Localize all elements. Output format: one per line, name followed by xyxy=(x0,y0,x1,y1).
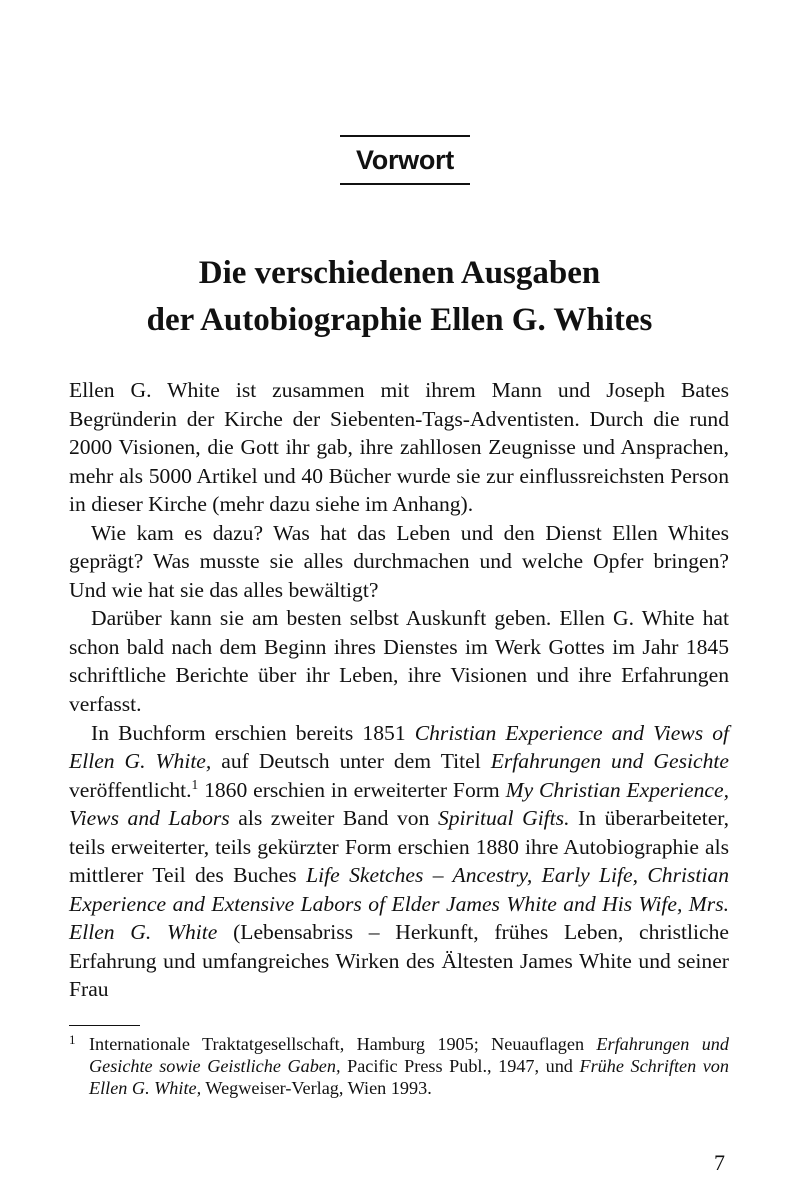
paragraph-4 xyxy=(69,719,729,1004)
footnote-text xyxy=(69,1033,729,1099)
page-title xyxy=(0,250,799,344)
paragraph-3: Darüber kann sie am besten selbst Auskunft geben. Ellen G. White hat schon bald nach dem Beginn ihres Dienstes im Werk Gottes im Jahr 1845 schriftliche Berichte über ihr Leben, ihre Visionen und ihre Erfahrungen verfasst. xyxy=(69,606,729,717)
chapter-title: Vorwort xyxy=(356,145,454,175)
p4-book-title: Spiritual Gifts. xyxy=(437,806,570,831)
footnote-book-title: Frühe Schriften von Ellen G. White, xyxy=(89,1056,729,1098)
footnote-reference: 1 xyxy=(191,776,199,792)
footnote-book-title: Erfahrungen und Gesichte sowie Geistliche Gaben, xyxy=(89,1034,729,1076)
p4-text: veröffentlicht. xyxy=(69,777,192,802)
title-line-1: Die verschiedenen Ausgaben xyxy=(198,255,601,291)
paragraph-2: Wie kam es dazu? Was hat das Leben und den Dienst Ellen Whites geprägt? Was musste sie alles durchmachen und welche Opfer bringen? Und wie hat sie das alles bewältigt? xyxy=(69,520,729,602)
footnote-number: 1 xyxy=(69,1032,76,1047)
p4-text: auf Deutsch unter dem Titel xyxy=(211,749,491,774)
page-number: 7 xyxy=(714,1150,725,1175)
footnote xyxy=(69,1033,729,1099)
p4-text: als zweiter Band von xyxy=(229,806,438,831)
p4-text: (Lebensabriss – Herkunft, frühes Leben, christliche Erfahrung und umfangreiches Wirken des Ältesten James White und seiner Frau xyxy=(69,920,730,1002)
p4-book-title: My Christian Experience, Views and Labors xyxy=(69,777,729,831)
p4-book-title: Christian Experience and Views of Ellen G. White, xyxy=(69,720,729,774)
body-text xyxy=(69,376,729,1004)
footnote-part: Wegweiser-Verlag, Wien 1993. xyxy=(201,1078,432,1098)
title-line-2: der Autobiographie Ellen G. Whites xyxy=(146,302,653,338)
footnote-divider xyxy=(69,1025,140,1026)
chapter-rule-bottom xyxy=(340,183,470,185)
p4-text: 1860 erschien in erweiterter Form xyxy=(198,777,506,802)
p4-text: In überarbeiteter, teils erweiterter, teils gekürzter Form erschien 1880 ihre Autobiographie als mittlerer Teil des Buches xyxy=(69,806,730,888)
footnote-part: Pacific Press Publ., 1947, und xyxy=(340,1056,580,1076)
footnote-part: Internationale Traktatgesellschaft, Hamburg 1905; Neuauflagen xyxy=(89,1034,597,1054)
p4-book-title: Erfahrungen und Gesichte xyxy=(490,749,729,774)
p4-book-title: Life Sketches – Ancestry, Early Life, Christian Experience and Extensive Labors of Elder James White and His Wife, Mrs. Ellen G. White xyxy=(69,863,730,945)
p4-text: In Buchform erschien bereits 1851 xyxy=(91,720,415,745)
chapter-heading xyxy=(340,135,470,185)
paragraph-1: Ellen G. White ist zusammen mit ihrem Mann und Joseph Bates Begründerin der Kirche der Siebenten-Tags-Adventisten. Durch die rund 2000 Visionen, die Gott ihr gab, ihre zahllosen Zeugnisse und Ansprachen, mehr als 5000 Artikel und 40 Bücher wurde sie zur einflussreichsten Person in dieser Kirche (mehr dazu siehe im Anhang). xyxy=(69,378,729,517)
